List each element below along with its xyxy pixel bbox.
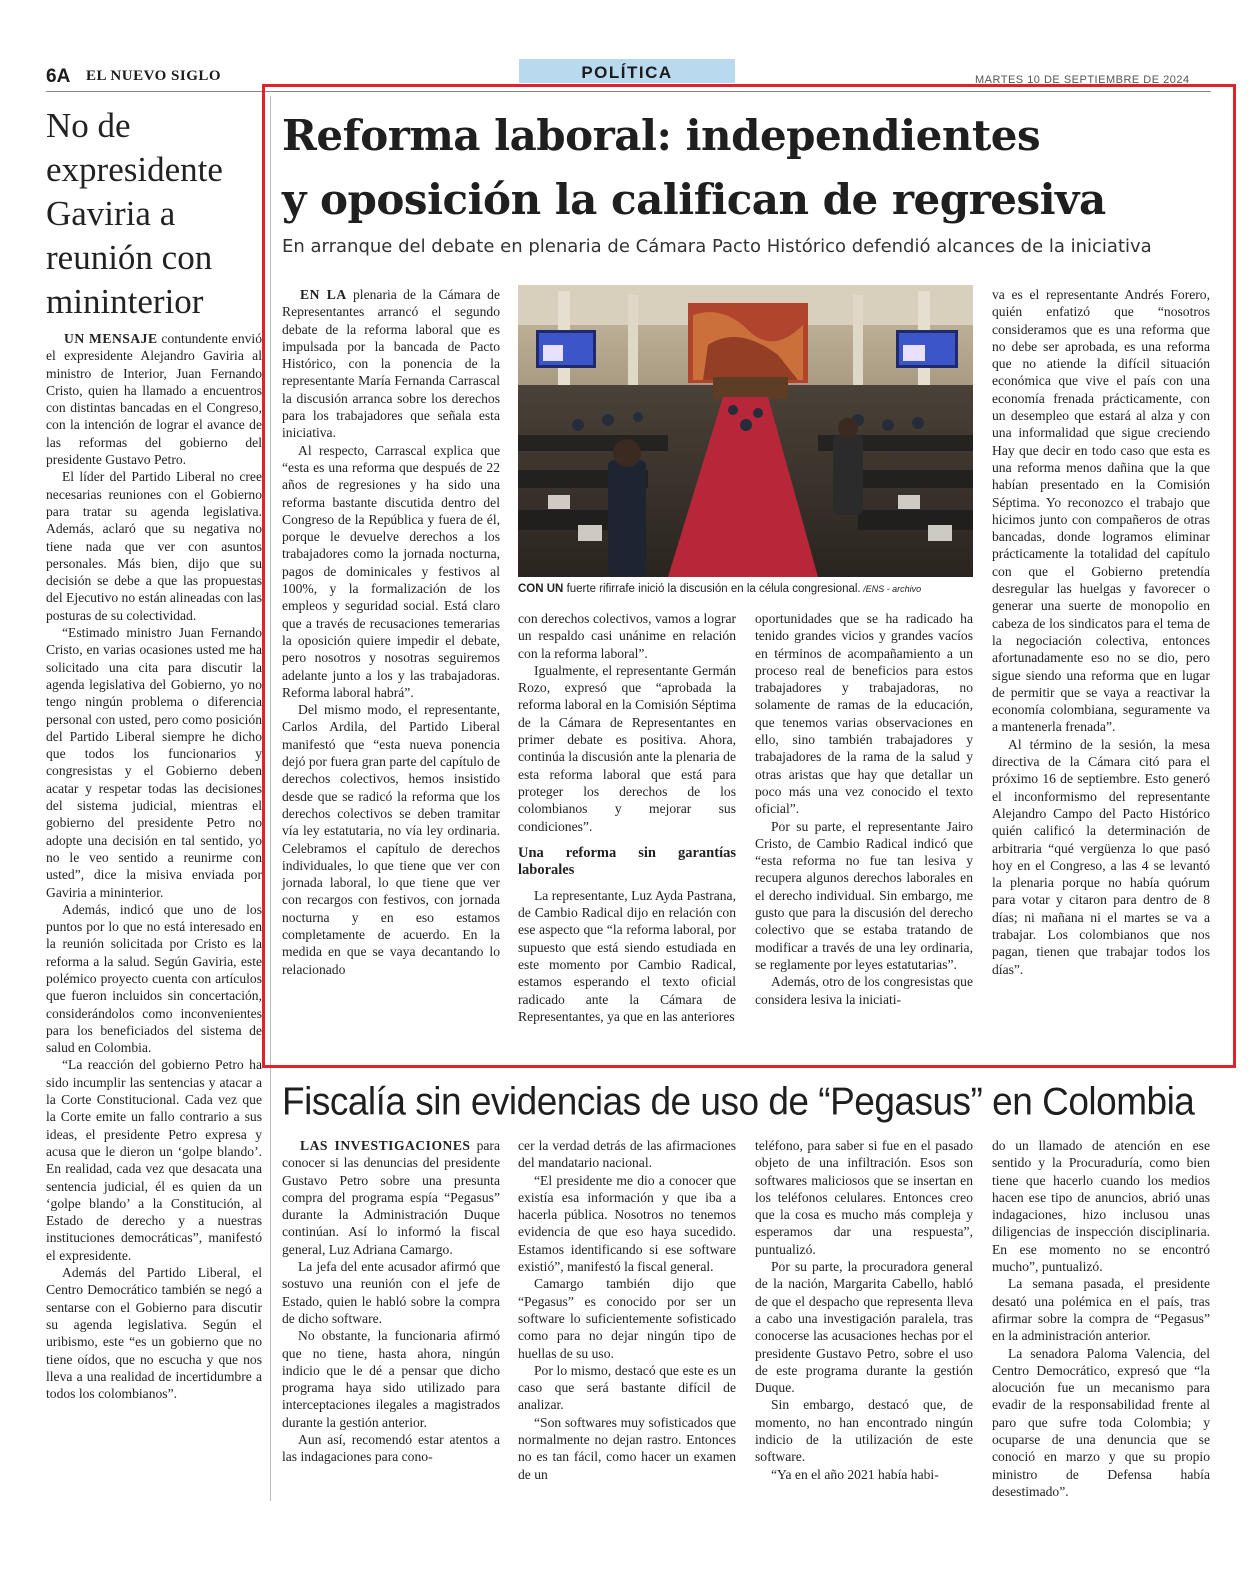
left-para-3: “Estimado ministro Juan Fernando Cristo, en varias ocasiones usted me ha solicitado una cita para discutir la agenda legislativa del Gobierno, yo no tengo ningún problema o diferencia personal con usted, pero como posición del Partido Liberal siempre he dicho que todos los funcionarios y congresistas y el Gobierno deben acatar y respetar todas las decisiones del sistema judicial, mientras el gobierno del presidente Petro no adopte una decisión en tal sentido, yo no le veo sentido a reunirme con usted”, dice la misiva enviada por Gaviria a mininterior. [46, 625, 262, 900]
left-para-2: El líder del Partido Liberal no cree necesarias reuniones con el Gobierno para tratar su agenda legislativa. Además, aclaró que su negativa no tiene nada que ver con asuntos personales. Más bien, dijo que su decisión se debe a que las propuestas del Ejecutivo no están alineadas con las posturas de su colectividad. [46, 469, 262, 623]
main-lead: EN LA [300, 287, 347, 302]
section-tab: POLÍTICA [519, 59, 735, 83]
main-subhead: Una reforma sin garantías laborales [518, 844, 736, 878]
page-number: 6A [46, 66, 71, 87]
pegasus-col-2: cer la verdad detrás de las afirmaciones del mandatario nacional. “El presidente me dio a conocer que existía esa información y que iba a hacerla pública. Nosotros no tenemos evidencia de que eso haya sucedido. Estamos identificando si ese software existió”, manifestó la fiscal general. Camargo también dijo que “Pegasus” es conocido por ser un software lo suficientemente sofisticado como para no dejar ningún tipo de huellas de su uso. Por lo mismo, destacó que este es un caso que será bastante difícil de analizar. “Son softwares muy sofisticados que normalmente no dejan rastro. Entonces no es tan fácil, como hacer un examen de un [518, 1138, 736, 1482]
main-col-4: va es el representante Andrés Forero, quién enfatizó que “nosotros consideramos que es una reforma que no debe ser aprobada, es una reforma que no atiende la difícil situación económica que vive el país con una economía frenada prácticamente, con un desempleo que estará al alza y con una informalidad que sigue creciendo Hay que decir en todo caso que esta es una reforma menos dañina que la que habían presentado en la Comisión Séptima. Yo reconozco el trabajo que hicimos junto con compañeros de otras bancadas, donde logramos eliminar prácticamente la totalidad del capítulo con que el Gobierno pretendía desregular las huelgas y favorecer o generar una suerte de monopolio en cabeza de los sindicatos para el tema de la negociación colectiva, entonces afortunadamente eso no se dio, pero sigue siendo una reforma que en lugar de permitir que se vaya a reactivar la economía colombiana, seguramente va a mantenerla frenada”. Al término de la sesión, la mesa directiva de la Cámara citó para el próximo 16 de septiembre. Esto generó el inconformismo del representante Alejandro Campo del Pacto Histórico quién calificó la determinación de arbitraria “qué vergüenza lo que pasó hoy en el Congreso, a las 4 se levantó la plenaria porque no había quórum para votar y citaron para dentro de 8 días; ni mañana ni el martes se va a trabajar. Los colombianos que nos pagan, tienen que trabajar todos los días”. [992, 287, 1210, 977]
pegasus-col-1: LAS INVESTIGACIONES para conocer si las denuncias del presidente Gustavo Petro sobre una presunta compra del programa espía “Pegasus” durante la Administración Duque continúan. Así lo informó la fiscal general, Luz Adriana Camargo. La jefa del ente acusador afirmó que sostuvo una reunión con el jefe de Estado, quien le habló sobre la compra de dicho software. No obstante, la funcionaria afirmó que no tiene, hasta ahora, ningún indicio que le dé a pensar que dicho programa haya sido utilizado para interceptaciones ilegales a magistrados durante la gestión anterior. Aun así, recomendó estar atentos a las indagaciones para cono- [282, 1138, 500, 1465]
main-col-2: con derechos colectivos, vamos a lograr un respaldo casi unánime en relación con la reforma laboral”. Igualmente, el representante Germán Rozo, expresó que “aprobada la reforma laboral en la Comisión Séptima de la Cámara de Representantes en primer debate es positiva. Ahora, continúa la discusión ante la plenaria de esta reforma laboral que está para proteger los derechos de los colombianos y mejorar sus condiciones”. Una reforma sin garantías laborales La representante, Luz Ayda Pastrana, de Cambio Radical dijo en relación con ese aspecto que “la reforma laboral, por supuesto que está siendo estudiada en este momento por Cambio Radical, estamos esperando el texto oficial radicado ante la Cámara de Representantes, ya que en las anteriores [518, 611, 736, 1024]
pegasus-lead: LAS INVESTIGACIONES [300, 1138, 471, 1153]
main-headline: Reforma laboral: independientes y oposición la califican de regresiva [282, 111, 1106, 224]
highlight-box [262, 84, 1236, 1068]
left-lead: UN MENSAJE [64, 331, 158, 346]
left-para-4: Además, indicó que uno de los puntos por lo que no está interesado en la reunión solicitada por Cristo es la reforma a la salud. Según Gaviria, este polémico proyecto cuenta con artículos que fueron incluidos sin concertación, considerándolos como inconvenientes para los beneficiados del sistema de salud en Colombia. [46, 901, 262, 1056]
left-headline: No de expresidente Gaviria a reunión con mininterior [46, 106, 223, 321]
main-deck: En arranque del debate en plenaria de Cámara Pacto Histórico defendió alcances de la iniciativa [282, 236, 1152, 257]
main-col-1: EN LA plenaria de la Cámara de Representantes arrancó el segundo debate de la reforma laboral que es impulsada por la bancada de Pacto Histórico, con la ponencia de la representante María Fernanda Carrascal la discusión arranca sobre los derechos para los trabajadores que señala esta iniciativa. Al respecto, Carrascal explica que “esta es una reforma que después de 22 años de regresiones y ha sido una reforma bastante discutida dentro del Congreso de la República y fuera de él, porque le devuelve derechos a los trabajadores como la jornada nocturna, pagos de dominicales y festivos al 100%, y la formalización de los empleos y seguridad social. Está claro que a través de recusaciones temerarias la oposición quiere impedir el debate, pero nosotros y nosotras seguiremos adelante junto a los y las trabajadoras. Reforma laboral habrá”. Del mismo modo, el representante, Carlos Ardila, del Partido Liberal manifestó que “esta nueva ponencia dejó por fuera gran parte del capítulo de derechos colectivos, hemos insistido desde que se radicó la reforma que los derechos colectivos se deben tramitar vía ley estatutaria, no vía ley ordinaria. Celebramos el capítulo de derechos individuales, lo que tiene que ver con jornada laboral, lo que tiene que ver con recargos con festivos, con jornada nocturna y en eso estamos completamente de acuerdo. En la medida en que se vaya decantando lo relacionado [282, 287, 500, 977]
main-col-3: oportunidades que se ha radicado ha tenido grandes vicios y grandes vacíos en términos de acompañamiento a un proceso real de beneficios para estos trabajadores y trabajadoras, no solamente de ramas de la educación, que tenemos varias observaciones en ello, sino también trabajadores y trabajadores de la rama de la salud y otras aristas que hay que detallar un poco más una vez conocido el texto oficial”. Por su parte, el representante Jairo Cristo, de Cambio Radical indicó que “esta reforma no fue tan lesiva y recupera algunos derechos laborales en el derecho individual. Sin embargo, me gusto que para la discusión del derecho colectivo que se estaba tratando de modificar a través de una ley ordinaria, se reglamente por leyes estatutarias”. Además, otro de los congresistas que considera lesiva la iniciati- [755, 611, 973, 1007]
photo-caption: CON UN fuerte rifirrafe inició la discusión en la célula congresional. /ENS - archivo [518, 583, 922, 595]
pegasus-headline: Fiscalía sin evidencias de uso de “Pegasus” en Colombia [282, 1079, 1195, 1123]
left-article-body [46, 330, 262, 1402]
left-para-5: “La reacción del gobierno Petro ha sido incumplir las sentencias y atacar a la Corte Constitucional. Cada vez que la Corte emite un fallo contrario a sus ideas, el presidente Petro expresa y acusa que le dieron un ‘golpe blando’. En realidad, cada vez que desacata una sentencia judicial, él es quien da un ‘golpe blando’ a la Constitución, al Estado de derecho y a nuestras instituciones democráticas”, manifestó el expresidente. [46, 1057, 262, 1263]
pegasus-col-3: teléfono, para saber si fue en el pasado objeto de una infiltración. Esos son softwares maliciosos que se insertan en los teléfonos celulares. Entonces creo que la cosa es mucho más compleja y esperamos dar una respuesta”, puntualizó. Por su parte, la procuradora general de la nación, Margarita Cabello, habló de que el despacho que representa lleva a cabo una investigación paralela, tras conocerse las acusaciones hechas por el presidente Gustavo Petro, sobre el uso de este programa durante la gestión Duque. Sin embargo, destacó que, de momento, no han encontrado ningún indicio de la utilización de este software. “Ya en el año 2021 había habi- [755, 1138, 973, 1482]
left-para-6: Además del Partido Liberal, el Centro Democrático también se negó a sentarse con el Gobierno para discutir su agenda legislativa. Según el uribismo, este “es un gobierno que no tiene oídos, que no escucha y que nos lleva a una realidad de incertidumbre a todos los colombianos”. [46, 1265, 262, 1402]
left-para-1: UN MENSAJE contundente envió el expresidente Alejandro Gaviria al ministro de Interior, Juan Fernando Cristo, quien ha llamado a encuentros con distintas bancadas en el Congreso, con la intención de lograr el avance de las reformas del gobierno del presidente Gustavo Petro. [46, 331, 262, 468]
pegasus-col-4: do un llamado de atención en ese sentido y la Procuraduría, como bien tiene que hacerlo cuando los medios hacen ese tipo de anuncios, abrió unas indagaciones, hizo inclusou unas diligencias de inspección disciplinaria. En ese momento no se encontró mucho”, puntualizó. La semana pasada, el presidente desató una polémica en el país, tras afirmar sobre la compra de “Pegasus” en la administración anterior. La senadora Paloma Valencia, del Centro Democrático, expresó que “la alocución fue un mecanismo para evadir de la responsabilidad frente al paro que sufre toda Colombia; y ocuparse de una denuncia que se conoció en marzo y que su propio ministro de Defensa había desestimado”. [992, 1138, 1210, 1499]
issue-date: MARTES 10 DE SEPTIEMBRE DE 2024 [975, 74, 1190, 83]
newspaper-logo: EL NUEVO SIGLO [86, 68, 222, 84]
